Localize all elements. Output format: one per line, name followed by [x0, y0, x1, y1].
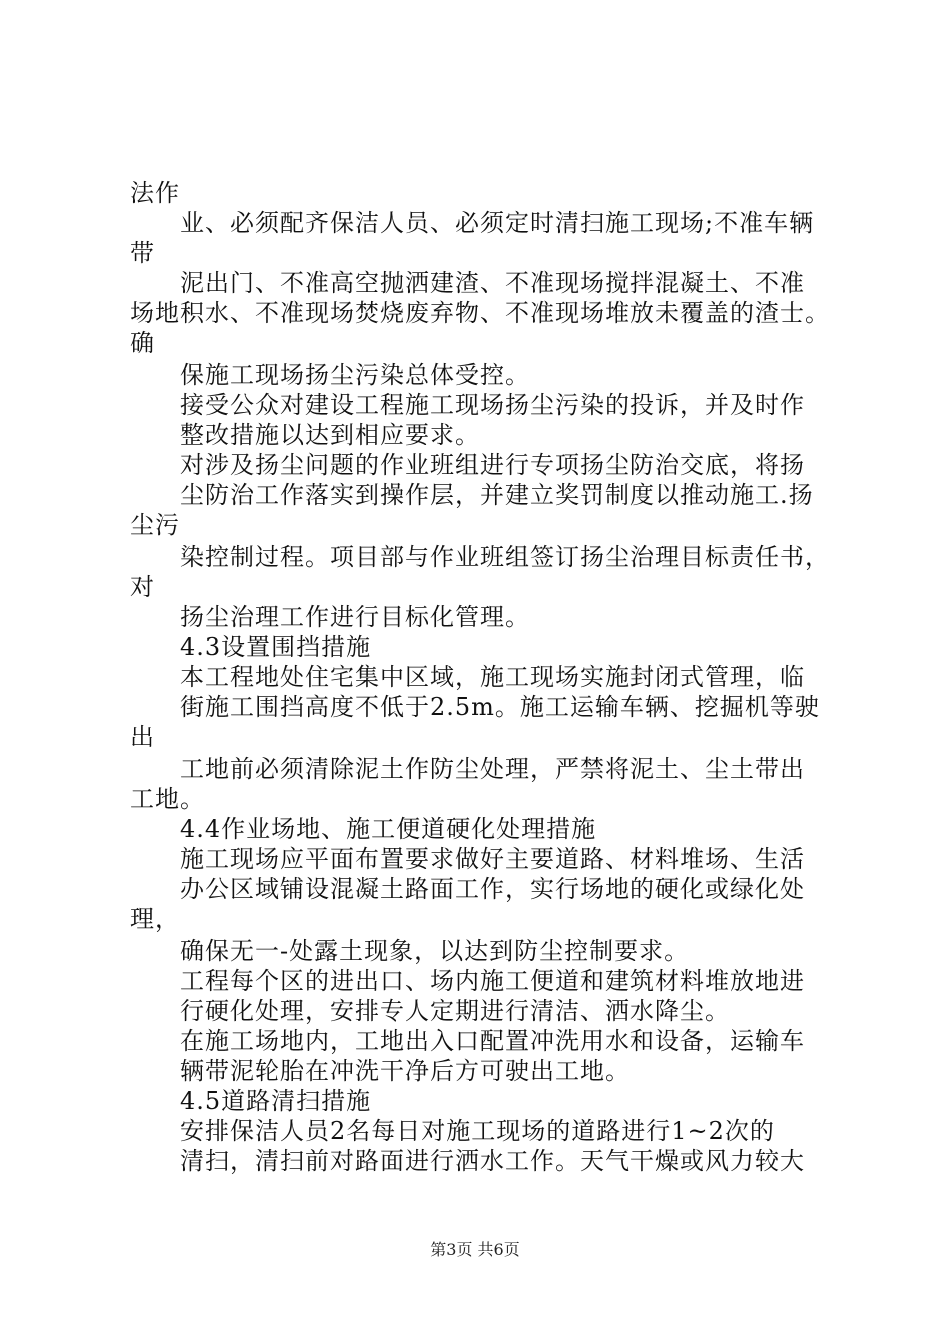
text-line: 辆带泥轮胎在冲洗干净后方可驶出工地。 — [180, 1057, 630, 1085]
text-line: 清扫，清扫前对路面进行洒水工作。天气干燥或风力较大 — [180, 1147, 805, 1175]
text-line: 确保无一-处露土现象，以达到防尘控制要求。 — [180, 937, 690, 965]
section-heading: 4.4作业场地、施工便道硬化处理措施 — [180, 815, 597, 843]
text-line: 出 — [130, 723, 155, 751]
section-heading: 4.3设置围挡措施 — [180, 633, 372, 661]
text-line: 工地前必须清除泥土作防尘处理，严禁将泥土、尘土带出 — [180, 755, 805, 783]
text-line: 扬尘治理工作进行目标化管理。 — [180, 603, 530, 631]
section-heading: 4.5道路清扫措施 — [180, 1087, 372, 1115]
text-line: 整改措施以达到相应要求。 — [180, 421, 480, 449]
text-line: 确 — [130, 329, 155, 357]
page-number: 第3页 共6页 — [430, 1240, 520, 1259]
text-line: 染控制过程。项目部与作业班组签订扬尘治理目标责任书， — [180, 543, 830, 571]
text-line: 行硬化处理，安排专人定期进行清洁、洒水降尘。 — [180, 997, 730, 1025]
text-line: 泥出门、不准高空抛洒建渣、不准现场搅拌混凝土、不准 — [180, 269, 805, 297]
text-line: 工地。 — [130, 785, 205, 813]
text-line: 对涉及扬尘问题的作业班组进行专项扬尘防治交底，将扬 — [180, 451, 805, 479]
text-line: 办公区域铺设混凝土路面工作，实行场地的硬化或绿化处 — [180, 875, 805, 903]
text-line: 街施工围挡高度不低于2.5m。施工运输车辆、挖掘机等驶 — [180, 693, 820, 721]
text-line: 尘防治工作落实到操作层，并建立奖罚制度以推动施工.扬 — [180, 481, 814, 509]
text-line: 场地积水、不准现场焚烧废弃物、不准现场堆放未覆盖的渣士。 — [130, 299, 830, 327]
text-line: 在施工场地内，工地出入口配置冲洗用水和设备，运输车 — [180, 1027, 805, 1055]
text-line: 尘污 — [130, 511, 180, 539]
text-line: 工程每个区的进出口、场内施工便道和建筑材料堆放地进 — [180, 967, 805, 995]
text-line: 理， — [130, 905, 180, 933]
text-line: 法作 — [130, 179, 180, 207]
text-line: 对 — [130, 573, 155, 601]
text-line: 本工程地处住宅集中区域，施工现场实施封闭式管理，临 — [180, 663, 805, 691]
text-line: 施工现场应平面布置要求做好主要道路、材料堆场、生活 — [180, 845, 805, 873]
text-line: 带 — [130, 239, 155, 267]
text-line: 安排保洁人员2名每日对施工现场的道路进行1~2次的 — [180, 1117, 775, 1145]
text-line: 接受公众对建设工程施工现场扬尘污染的投诉，并及时作 — [180, 391, 805, 419]
text-line: 业、必须配齐保洁人员、必须定时清扫施工现场;不准车辆 — [180, 209, 815, 237]
text-line: 保施工现场扬尘污染总体受控。 — [180, 361, 530, 389]
